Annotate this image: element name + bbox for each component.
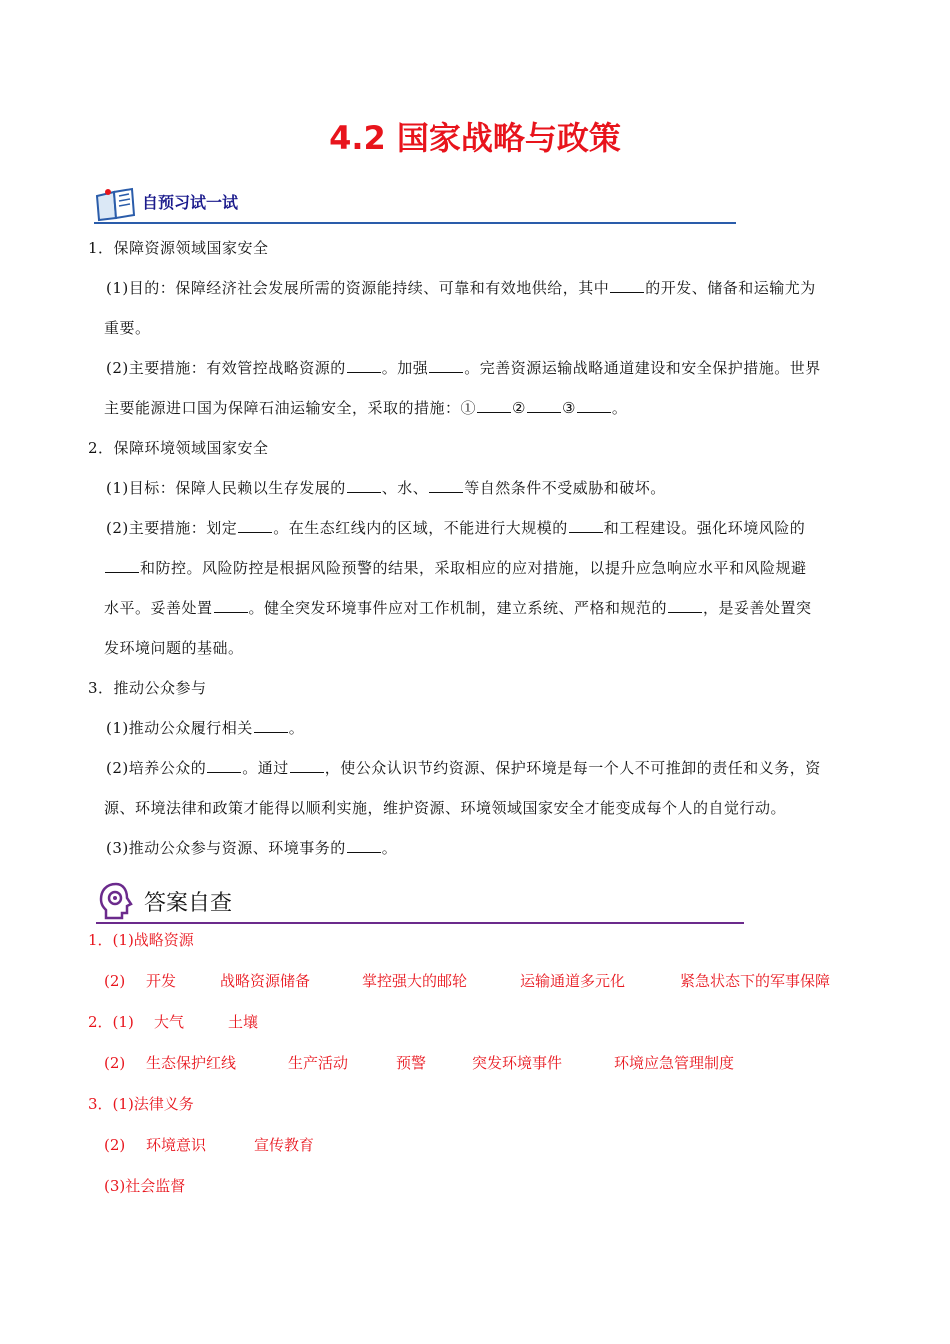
q3-part2	[88, 748, 878, 788]
text: (2)培养公众的	[106, 759, 207, 777]
blank	[477, 397, 511, 413]
text: (1)目标：保障人民赖以生存发展的	[106, 479, 346, 497]
blank	[207, 757, 241, 773]
q1-part2-cont	[88, 388, 878, 428]
q3-heading: 3．推动公众参与	[88, 679, 207, 697]
blank	[254, 717, 288, 733]
q2-part2-cont2	[88, 588, 878, 628]
blank	[347, 477, 381, 493]
answers-section-title: 答案自查	[144, 891, 233, 916]
answer-item: 突发环境事件	[472, 1054, 563, 1072]
answers-section-header	[94, 880, 754, 920]
answer-1-1: 1．(1)战略资源	[88, 931, 194, 949]
preview-section-title: 自预习试一试	[142, 193, 239, 212]
blank	[238, 517, 272, 533]
answer-item: 大气	[154, 1013, 185, 1031]
answer-key	[88, 920, 878, 1207]
text: 的开发、储备和运输尤为	[645, 279, 816, 297]
text: 。通过	[242, 759, 289, 777]
text: 。	[611, 399, 628, 417]
blank	[347, 837, 381, 853]
text: 、水、	[381, 479, 429, 497]
q2-heading: 2．保障环境领域国家安全	[88, 439, 269, 457]
page-title: 4.2 国家战略与政策	[329, 119, 621, 157]
answer-3-3: (3)社会监督	[104, 1177, 186, 1195]
answer-2-2	[88, 1043, 878, 1084]
text: 重要。	[104, 319, 151, 337]
blank	[668, 597, 702, 613]
label: (2)	[104, 972, 126, 990]
text: (2)主要措施：有效管控战略资源的	[106, 359, 346, 377]
blank	[429, 357, 463, 373]
q2-part1	[88, 468, 878, 508]
text: ②	[512, 399, 526, 417]
blank	[347, 357, 381, 373]
q3-part1	[88, 708, 878, 748]
preview-section-header	[94, 186, 744, 226]
text: 和防控。风险防控是根据风险预警的结果，采取相应的应对措施，以提升应急响应水平和风险规避	[140, 559, 807, 577]
label: 2．(1)	[88, 1013, 134, 1031]
text: 。健全突发环境事件应对工作机制，建立系统、严格和规范的	[248, 599, 668, 617]
head-gear-icon	[96, 880, 136, 920]
text: ，使公众认识节约资源、保护环境是每一个人不可推卸的责任和义务，资	[324, 759, 821, 777]
text: 。加强	[381, 359, 429, 377]
answer-item: 生产活动	[288, 1054, 349, 1072]
answer-item: 预警	[396, 1054, 427, 1072]
preview-divider	[94, 222, 736, 224]
blank	[429, 477, 463, 493]
text: (1)推动公众履行相关	[106, 719, 253, 737]
text: ③	[561, 399, 576, 417]
text: 。	[288, 719, 305, 737]
blank	[105, 557, 139, 573]
answer-item: 生态保护红线	[146, 1054, 237, 1072]
text: ，是妥善处置突	[703, 599, 812, 617]
answer-item: 环境应急管理制度	[614, 1054, 735, 1072]
answer-item: 战略资源储备	[220, 972, 311, 990]
q2-part2-cont1	[88, 548, 878, 588]
label: (2)	[104, 1054, 126, 1072]
book-icon	[94, 186, 138, 222]
q1-heading: 1．保障资源领域国家安全	[88, 239, 269, 257]
answer-item: 紧急状态下的军事保障	[680, 972, 831, 990]
text: (1)目的：保障经济社会发展所需的资源能持续、可靠和有效地供给，其中	[106, 279, 610, 297]
blank	[290, 757, 324, 773]
blank	[577, 397, 611, 413]
text: 。完善资源运输战略通道建设和安全保护措施。世界	[464, 359, 821, 377]
answer-item: 宣传教育	[254, 1136, 315, 1154]
q3-part3	[88, 828, 878, 868]
label: (2)	[104, 1136, 126, 1154]
blank	[569, 517, 603, 533]
q1-part1-cont	[88, 308, 878, 348]
answer-2-1	[88, 1002, 878, 1043]
answer-item: 掌控强大的邮轮	[362, 972, 468, 990]
text: (3)推动公众参与资源、环境事务的	[106, 839, 346, 857]
text: 。在生态红线内的区域，不能进行大规模的	[273, 519, 568, 537]
blank	[527, 397, 561, 413]
answer-item: 开发	[146, 972, 177, 990]
q3-part2-cont	[88, 788, 878, 828]
answer-3-2	[88, 1125, 878, 1166]
blank	[214, 597, 248, 613]
text: 源、环境法律和政策才能得以顺利实施，维护资源、环境领域国家安全才能变成每个人的自觉行动。	[104, 799, 787, 817]
q1-part1	[88, 268, 878, 308]
answer-item: 环境意识	[146, 1136, 207, 1154]
text: 等自然条件不受威胁和破坏。	[464, 479, 666, 497]
text: (2)主要措施：划定	[106, 519, 238, 537]
blank	[610, 277, 644, 293]
text: 和工程建设。强化环境风险的	[603, 519, 806, 537]
q2-part2-cont3	[88, 628, 878, 668]
answer-1-2	[88, 961, 878, 1002]
text: 水平。妥善处置	[104, 599, 213, 617]
q2-part2	[88, 508, 878, 548]
question-1	[88, 228, 878, 868]
text: 。	[381, 839, 398, 857]
text: 主要能源进口国为保障石油运输安全，采取的措施：①	[104, 399, 477, 417]
answer-item: 运输通道多元化	[520, 972, 626, 990]
answer-3-1: 3．(1)法律义务	[88, 1095, 194, 1113]
answer-item: 土壤	[228, 1013, 259, 1031]
text: 发环境问题的基础。	[104, 639, 244, 657]
q1-part2	[88, 348, 878, 388]
